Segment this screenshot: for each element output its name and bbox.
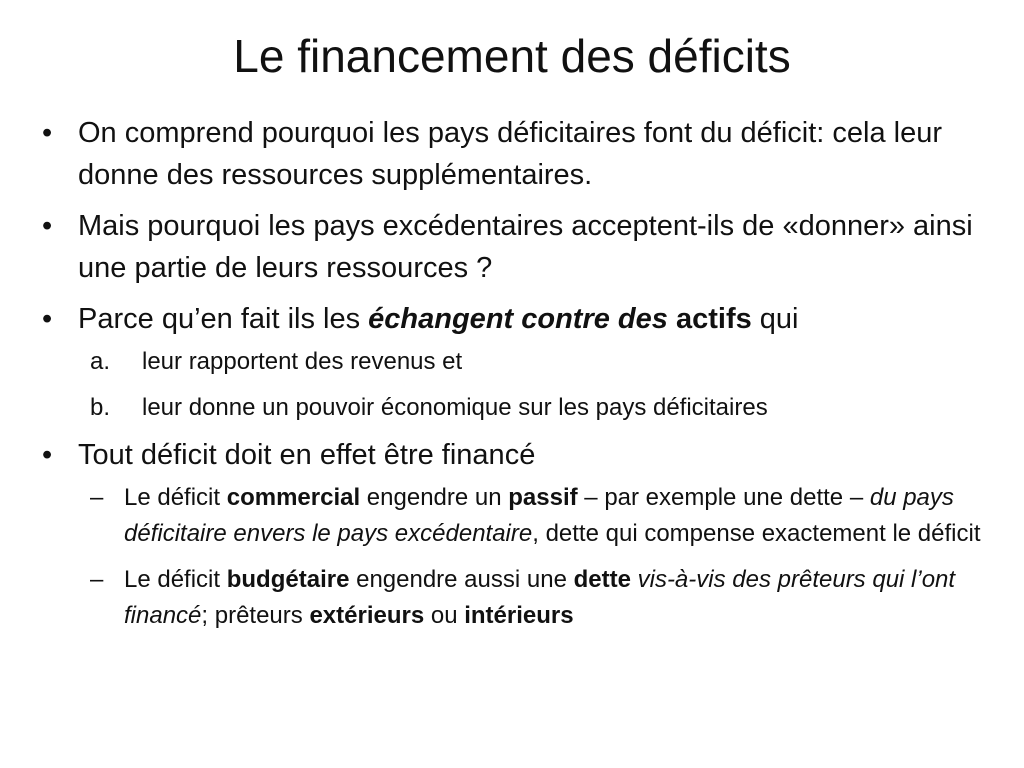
dash-icon: – <box>90 566 104 593</box>
bullet-item-1 <box>40 112 990 196</box>
bullet-item-2 <box>40 205 990 289</box>
bullet-icon: • <box>42 210 53 242</box>
bold-text: passif <box>508 484 578 511</box>
dash-text-part: Le déficit <box>124 566 227 593</box>
sub-item-a <box>40 346 990 378</box>
bullet-text-part: Parce qu’en fait ils les <box>78 303 369 335</box>
dash-text-part: – par exemple une dette – <box>577 484 870 511</box>
sub-item-text: leur donne un pouvoir économique sur les pays déficitaires <box>142 394 768 421</box>
dash-item-2 <box>40 562 990 634</box>
bullet-item-3 <box>40 298 990 340</box>
slide-content <box>40 112 990 644</box>
sub-item-marker: b. <box>90 394 111 421</box>
dash-text-part: Le déficit <box>124 484 227 511</box>
dash-text-part: engendre un <box>360 484 509 511</box>
bullet-item-4 <box>40 434 990 476</box>
dash-text-part: ou <box>424 602 465 629</box>
italic-text: du pays déficitaire envers le pays excédentaire <box>124 484 954 547</box>
sub-item-b <box>40 392 990 424</box>
bold-text: actifs <box>675 303 752 335</box>
bullet-icon: • <box>42 439 53 471</box>
dash-text-part <box>631 566 638 593</box>
bullet-text-part: qui <box>751 303 799 335</box>
dash-text-part: ; prêteurs <box>201 602 310 629</box>
bullet-text: On comprend pourquoi les pays déficitaires font du déficit: cela leur donne des ressources supplémentaires. <box>78 117 943 191</box>
slide-title: Le financement des déficits <box>233 30 791 82</box>
bold-text: intérieurs <box>464 602 574 629</box>
bullet-icon: • <box>42 303 53 335</box>
dash-icon: – <box>90 484 104 511</box>
sub-item-marker: a. <box>90 348 111 375</box>
bullet-text: Mais pourquoi les pays excédentaires acceptent-ils de «donner» ainsi une partie de leurs ressources ? <box>78 210 973 284</box>
bullet-text-part <box>668 303 676 335</box>
dash-text-part: engendre aussi une <box>349 566 574 593</box>
bold-text: extérieurs <box>309 602 425 629</box>
bold-text: dette <box>573 566 631 593</box>
italic-text: vis-à-vis des prêteurs qui l’ont financé <box>124 566 956 629</box>
dash-text-part: , dette qui compense exactement le déficit <box>532 520 981 547</box>
bullet-text: Tout déficit doit en effet être financé <box>78 439 536 471</box>
dash-item-1 <box>40 480 990 552</box>
bold-text: commercial <box>226 484 361 511</box>
bold-text: budgétaire <box>226 566 350 593</box>
emphasis-text: échangent contre des <box>368 303 668 335</box>
sub-item-text: leur rapportent des revenus et <box>142 348 463 375</box>
bullet-icon: • <box>42 117 53 149</box>
